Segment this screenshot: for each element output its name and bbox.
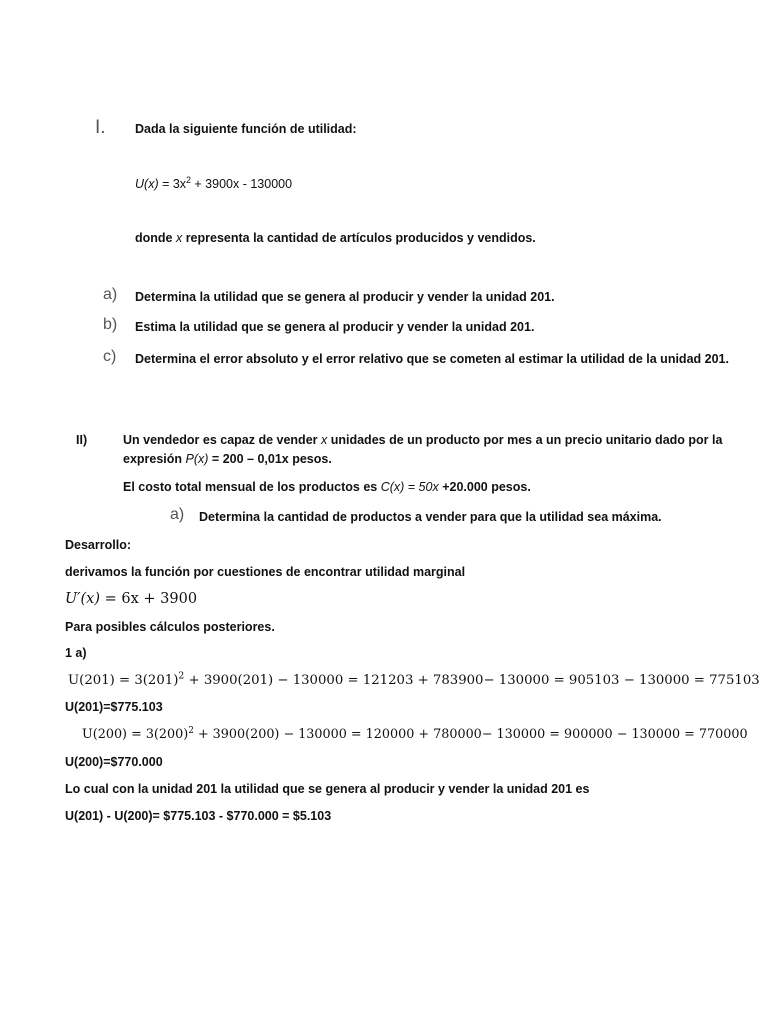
where-var: x — [175, 231, 183, 245]
derive-text: derivamos la función por cuestiones de encontrar utilidad marginal — [65, 565, 466, 579]
difference-text: U(201) - U(200)= $775.103 - $770.000 = $5.103 — [65, 809, 332, 823]
line1-b: unidades de un producto por mes a un precio unitario dado por la — [327, 433, 723, 447]
later-text: Para posibles cálculos posteriores. — [65, 620, 275, 634]
line1-a: Un vendedor es capaz de vender — [123, 433, 321, 447]
cost-line — [123, 480, 531, 494]
cost-function: C(x) = 50x — [380, 480, 439, 494]
derivative-rhs: = 6x + 3900 — [100, 591, 198, 607]
part2-line1 — [123, 433, 722, 447]
item-c-marker: c) — [103, 348, 117, 365]
result-u201: U(201)=$775.103 — [65, 700, 163, 714]
function-rhs-b: + 3900x - 130000 — [190, 177, 293, 191]
equation-u201 — [68, 670, 760, 688]
eq201-exp: 2 — [178, 670, 185, 682]
price-function: P(x) — [185, 452, 209, 466]
line1-var: x — [321, 433, 328, 447]
eq200-b: + 3900(200) − 130000 = 120000 + 780000− 130000 = 900000 − 130000 = 770000 — [193, 727, 748, 742]
function-rhs-a: = 3x — [158, 177, 187, 191]
eq200-a: U(200) = 3(200) — [82, 727, 189, 742]
line2-a: expresión — [123, 452, 186, 466]
function-name: U(x) — [135, 177, 159, 191]
section-numeral-i: I. — [95, 117, 106, 138]
where-b: representa la cantidad de artículos producidos y vendidos. — [182, 231, 536, 245]
utility-function — [135, 174, 293, 191]
part1-intro: Dada la siguiente función de utilidad: — [135, 122, 357, 136]
line2-b: = 200 – 0,01x pesos. — [208, 452, 332, 466]
label-1a: 1 a) — [65, 646, 87, 660]
equation-u200 — [82, 727, 748, 742]
conclusion-text: Lo cual con la unidad 201 la utilidad que se genera al producir y vender la unidad 201 es — [65, 782, 590, 796]
part2-item-a-text: Determina la cantidad de productos a vender para que la utilidad sea máxima. — [199, 510, 662, 524]
cost-a: El costo total mensual de los productos es — [123, 480, 381, 494]
eq200-exp: 2 — [188, 725, 194, 736]
variable-description — [135, 231, 536, 245]
eq201-b: + 3900(201) − 130000 = 121203 + 783900− 130000 = 905103 − 130000 = 775103 — [184, 673, 760, 688]
eq201-a: U(201) = 3(201) — [68, 673, 179, 688]
where-a: donde — [135, 231, 176, 245]
item-c-text: Determina el error absoluto y el error relativo que se cometen al estimar la utilidad de la unidad 201. — [135, 352, 729, 366]
derivative-lhs: U′(x) — [65, 591, 101, 607]
cost-b: +20.000 pesos. — [438, 480, 531, 494]
item-a-text: Determina la utilidad que se genera al producir y vender la unidad 201. — [135, 290, 555, 304]
derivative-equation — [65, 591, 197, 607]
function-exponent: 2 — [186, 174, 191, 185]
item-a-marker: a) — [103, 286, 118, 303]
result-u200: U(200)=$770.000 — [65, 755, 163, 769]
part2-item-a-marker: a) — [170, 506, 185, 523]
item-b-marker: b) — [103, 316, 118, 333]
item-b-text: Estima la utilidad que se genera al producir y vender la unidad 201. — [135, 320, 535, 334]
section-numeral-ii: II) — [76, 433, 88, 447]
part2-line2 — [123, 452, 332, 466]
solution-heading: Desarrollo: — [65, 538, 131, 552]
